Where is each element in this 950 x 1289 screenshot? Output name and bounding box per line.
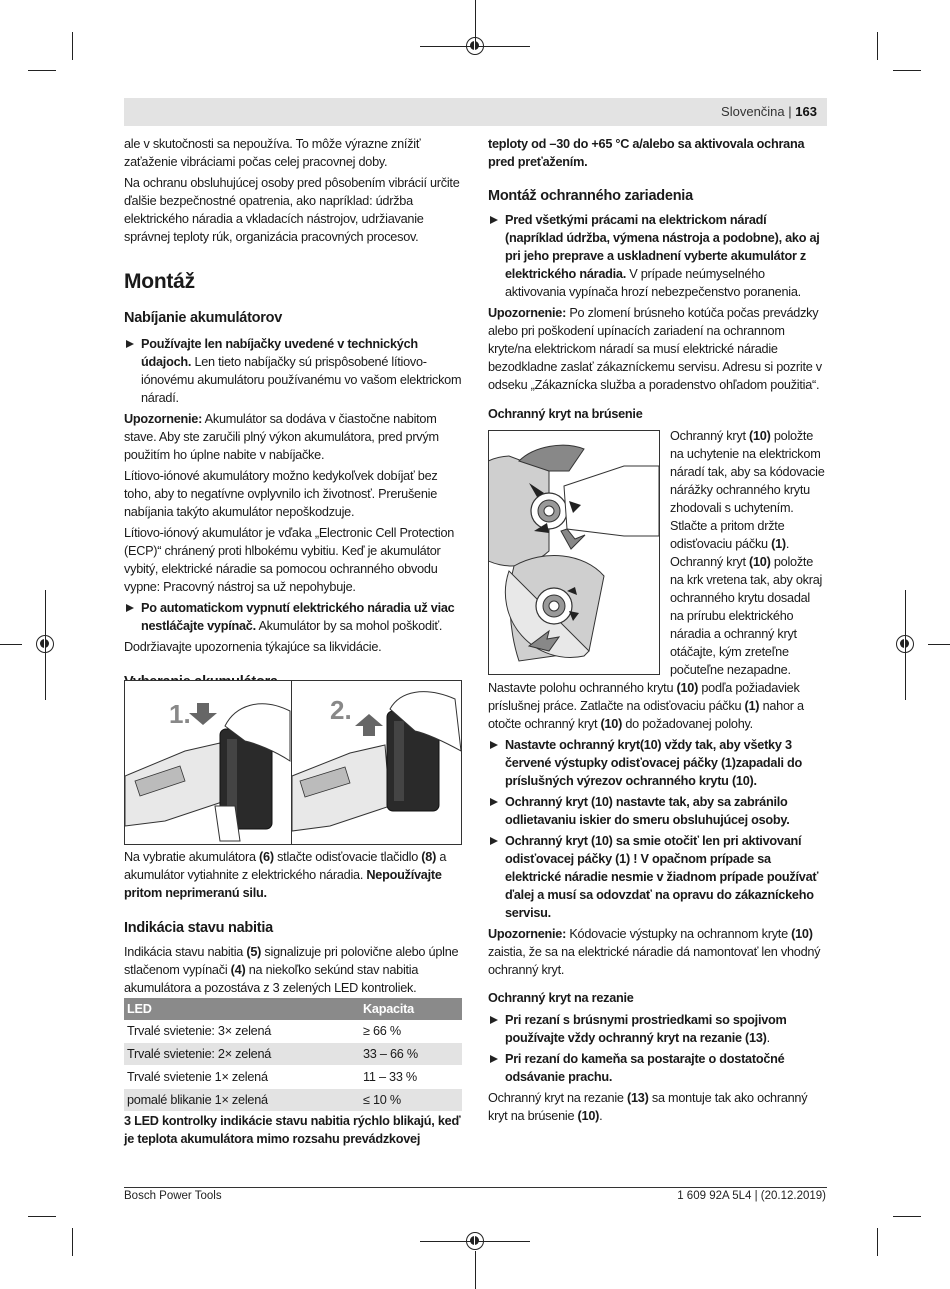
figure-step-1: 1.	[169, 699, 191, 729]
ref-10: (10)	[749, 429, 771, 443]
grinding-text: Ochranný kryt	[670, 429, 749, 443]
table-row	[124, 1066, 462, 1089]
bullet-arrow-icon	[126, 340, 134, 348]
guard-top-illustration	[489, 445, 659, 566]
indication-text: na niekoľko sekúnd stav nabitia akumulátora a pozostáva z 3 zelených LED kontroliek.	[124, 963, 419, 995]
bullet-a-text: Nastavte ochranný kryt(10) vždy tak, aby všetky 3 červené výstupky odisťovacej páčky (1)zapadali do príslušných výrezov ochranného krytu (10).	[505, 738, 803, 788]
grinding-text: nahor a otočte ochranný kryt	[488, 699, 804, 731]
ref-1: (1)	[771, 537, 786, 551]
arrow-icon	[561, 529, 585, 549]
final-text: sa montuje tak ako ochranný kryt na brúsenie	[488, 1091, 808, 1123]
registration-mark-icon	[466, 1232, 484, 1250]
footer-right: 1 609 92A 5L4 | (20.12.2019)	[677, 1190, 826, 1202]
bullet-arrow-icon	[490, 1016, 498, 1024]
bullet-arrow-icon	[490, 837, 498, 845]
charging-bullet	[124, 335, 462, 407]
bullet-arrow-icon	[126, 604, 134, 612]
removal-text: a akumulátor vytiahnite z elektrického náradia.	[124, 850, 447, 882]
note2-paragraph	[488, 304, 826, 394]
grinding-title: Ochranný kryt na brúsenie	[488, 407, 643, 421]
step-1-illustration	[125, 703, 290, 841]
grinding-text: do požadovanej polohy.	[622, 717, 753, 731]
ref-10: (10)	[600, 717, 623, 731]
right-column	[488, 135, 826, 1128]
crop-mark	[877, 32, 878, 60]
note2-text: Po zlomení brúsneho kotúča počas prevádzky alebo pri poškodení upínacích zariadení na ochrannom kryte/na elektrickom náradí sa musí elektrické náradie bezodkladne zaslať zákazníckemu servisu. Adresu si pozrite v odseku „Zákaznícka služba a poradenstvo ohľadom použitia“.	[488, 306, 822, 392]
auto-off-bullet	[124, 599, 462, 635]
indication-text: Indikácia stavu nabitia	[124, 945, 247, 959]
crop-mark	[28, 70, 56, 71]
battery-removal-figure	[124, 680, 462, 845]
table-header-capacity: Kapacita	[360, 998, 462, 1020]
note3-text: zaistia, že sa na elektrické náradie dá namontovať len vhodný ochranný kryt.	[488, 945, 821, 977]
crop-mark	[475, 1251, 476, 1289]
grinding-text: položte na uchytenie na elektrickom náradí tak, aby sa kódovacie nárážky ochranného krytu zhodovali s uchytením. Stlačte a pritom držte odisťovaciu páčku	[670, 429, 825, 551]
header-language: Slovenčina	[721, 104, 785, 119]
table-cell: 11 – 33 %	[360, 1066, 462, 1089]
footer-left: Bosch Power Tools	[124, 1190, 222, 1202]
guard-bottom-illustration	[505, 556, 604, 661]
ref-8: (8)	[421, 850, 437, 864]
note2-label: Upozornenie:	[488, 306, 567, 320]
charging-bullet-text: Len tieto nabíjačky sú prispôsobené lítiovo-iónovému akumulátoru používanému vo vašom elektrickom náradí.	[141, 355, 462, 405]
cut-bullet-1	[488, 1011, 826, 1047]
auto-off-bullet-text: Akumulátor by sa mohol poškodiť.	[255, 619, 443, 633]
table-cell: ≤ 10 %	[360, 1089, 462, 1112]
table-row	[124, 1020, 462, 1043]
cut-bullet-1-text: .	[766, 1031, 770, 1045]
ref-13: (13)	[627, 1091, 649, 1105]
arrow-down-icon	[189, 703, 217, 725]
guard-bullet-c	[488, 832, 826, 922]
ref-10: (10)	[791, 927, 813, 941]
guard-bullet-a	[488, 736, 826, 790]
liion-paragraph-1: Lítiovo-iónové akumulátory možno kedykoľvek dobíjať bez toho, aby to negatívne ovplyvnilo ich životnosť. Prerušenie nabíjania takýto akumulátor nepoškodzuje.	[124, 469, 438, 519]
led-table	[124, 998, 462, 1112]
removal-text: Na vybratie akumulátora	[124, 850, 260, 864]
table-cell: Trvalé svietenie 1× zelená	[124, 1066, 360, 1089]
crop-mark	[0, 644, 22, 645]
crop-mark	[72, 1228, 73, 1256]
removal-paragraph	[124, 848, 462, 902]
cutting-title: Ochranný kryt na rezanie	[488, 991, 634, 1005]
intro-paragraph-1: ale v skutočnosti sa nepoužíva. To môže výrazne znížiť zaťaženie vibráciami počas celej pracovnej doby.	[124, 137, 421, 169]
header-separator: |	[788, 104, 792, 119]
table-row	[124, 1043, 462, 1066]
grinding-text: podľa požiadaviek príslušnej práce. Zatlačte na odisťovaciu páčku	[488, 681, 800, 713]
guard-illustration	[489, 431, 659, 674]
note-label: Upozornenie:	[124, 412, 203, 426]
left-column	[124, 135, 462, 692]
note3-text: Kódovacie výstupky na ochrannom kryte	[566, 927, 792, 941]
final-text: .	[599, 1109, 603, 1123]
crop-mark	[928, 644, 950, 645]
crop-mark	[893, 1216, 921, 1217]
liion-paragraph-2: Lítiovo-iónový akumulátor je vďaka „Electronic Cell Protection (ECP)“ chránený proti hlbokému vybitiu. Keď je akumulátor vybitý, elektrické náradie sa pomocou ochranného obvodu vypne: Pracovný nástroj sa už nepohybuje.	[124, 526, 455, 594]
ref-10: (10)	[749, 555, 771, 569]
table-row	[124, 1089, 462, 1112]
bullet-arrow-icon	[490, 798, 498, 806]
page-number: 163	[795, 104, 817, 119]
crop-mark	[28, 1216, 56, 1217]
note-paragraph	[124, 410, 462, 464]
crop-mark	[905, 590, 906, 700]
temperature-note: teploty od –30 do +65 °C a/alebo sa aktivovala ochrana pred preťažením.	[488, 137, 805, 169]
intro-paragraph-2: Na ochranu obsluhujúcej osoby pred pôsobením vibrácií určite ďalšie bezpečnostné opatrenia, ako napríklad: údržba elektrického náradia a vkladacích nástrojov, udržiavanie správnej teploty rúk, organizácia pracovných procesov.	[124, 176, 460, 244]
footer-rule	[124, 1187, 827, 1188]
grinding-text: . Ochranný kryt	[670, 537, 790, 569]
left-column-lower	[124, 848, 462, 1151]
crop-mark	[475, 0, 476, 42]
removal-warning: Nepoužívajte pritom neprimeranú silu.	[124, 868, 442, 900]
table-cell: Trvalé svietenie: 3× zelená	[124, 1020, 360, 1043]
charging-title: Nabíjanie akumulátorov	[124, 310, 283, 326]
guard-bullet-bold: Pred všetkými prácami na elektrickom náradí (napríklad údržba, výmena nástroja a podobne), ako aj pri jeho preprave a uskladnení vyberte akumulátor z elektrického náradia.	[505, 213, 820, 281]
table-cell: ≥ 66 %	[360, 1020, 462, 1043]
crop-mark	[893, 70, 921, 71]
auto-off-bullet-bold: Po automatickom vypnutí elektrického náradia už viac nestláčajte vypínač.	[141, 601, 455, 633]
note3-label: Upozornenie:	[488, 927, 567, 941]
disposal-note: Dodržiavajte upozornenia týkajúce sa likvidácie.	[124, 640, 382, 654]
guard-bullet	[488, 211, 826, 301]
arrow-up-icon	[355, 714, 383, 736]
note3-paragraph	[488, 925, 826, 979]
table-cell: pomalé blikanie 1× zelená	[124, 1089, 360, 1112]
table-header-row	[124, 998, 462, 1020]
bullet-c-text: Ochranný kryt (10) sa smie otočiť len pri aktivovaní odisťovacej páčky (1) ! V opačnom prípade sa elektrické náradie nesmie v žiadnom prípade používať ďalej a musí sa odovzdať na opravu do zákazníckeho servisu.	[505, 834, 819, 920]
bullet-arrow-icon	[490, 741, 498, 749]
page-header	[124, 98, 827, 126]
indication-text: signalizuje pri polovične alebo úplne stlačenom vypínači	[124, 945, 459, 977]
indication-paragraph	[124, 943, 462, 997]
table-cell: 33 – 66 %	[360, 1043, 462, 1066]
crop-mark	[45, 590, 46, 700]
note-text: Akumulátor sa dodáva v čiastočne nabitom stave. Aby ste zaručili plný výkon akumulátora, pred prvým použitím ho úplne nabite v nabíjačke.	[124, 412, 439, 462]
final-text: Ochranný kryt na rezanie	[488, 1091, 628, 1105]
table-cell: Trvalé svietenie: 2× zelená	[124, 1043, 360, 1066]
step-2-illustration	[292, 692, 461, 831]
crop-mark	[877, 1228, 878, 1256]
bullet-arrow-icon	[490, 1055, 498, 1063]
removal-text: stlačte odisťovacie tlačidlo	[273, 850, 422, 864]
guard-bullet-text: V prípade neúmyselného aktivovania vypínača hrozí nebezpečenstvo poranenia.	[505, 267, 801, 299]
ref-10: (10)	[676, 681, 699, 695]
crop-mark	[72, 32, 73, 60]
ref-10: (10)	[577, 1109, 600, 1123]
header-text	[721, 104, 817, 119]
ref-5: (5)	[246, 945, 262, 959]
guard-bullet-b	[488, 793, 826, 829]
cut-bullet-1-bold: Pri rezaní s brúsnymi prostriedkami so spojivom používajte vždy ochranný kryt na rezanie (13)	[505, 1013, 787, 1045]
bullet-b-text: Ochranný kryt (10) nastavte tak, aby sa zabránilo odlietavaniu iskier do smeru obsluhujúcej osoby.	[505, 795, 790, 827]
indication-title: Indikácia stavu nabitia	[124, 920, 273, 936]
ref-1: (1)	[744, 699, 760, 713]
final-paragraph	[488, 1089, 826, 1125]
ref-6: (6)	[259, 850, 274, 864]
led-blink-note: 3 LED kontrolky indikácie stavu nabitia rýchlo blikajú, keď je teplota akumulátora mimo rozsahu prevádzkovej	[124, 1114, 461, 1146]
charging-bullet-bold: Používajte len nabíjačky uvedené v technických údajoch.	[141, 337, 418, 369]
table-header-led: LED	[124, 998, 360, 1020]
guard-title: Montáž ochranného zariadenia	[488, 188, 693, 204]
guard-figure	[488, 430, 660, 675]
cut-bullet-2	[488, 1050, 826, 1086]
figure-step-2: 2.	[330, 695, 352, 725]
ref-4: (4)	[230, 963, 246, 977]
cut-bullet-2-text: Pri rezaní do kameňa sa postarajte o dostatočné odsávanie prachu.	[505, 1052, 785, 1084]
grinding-text: položte na krk vretena tak, aby okraj ochranného krytu dosadal na prírubu elektrického náradia a ochranný kryt otáčajte, kým zreteľne počuteľne nezapadne. Nastavte polohu ochranného krytu	[488, 555, 823, 695]
section-title: Montáž	[124, 270, 195, 293]
grinding-block	[488, 427, 826, 736]
bullet-arrow-icon	[490, 216, 498, 224]
registration-mark-icon	[466, 37, 484, 55]
